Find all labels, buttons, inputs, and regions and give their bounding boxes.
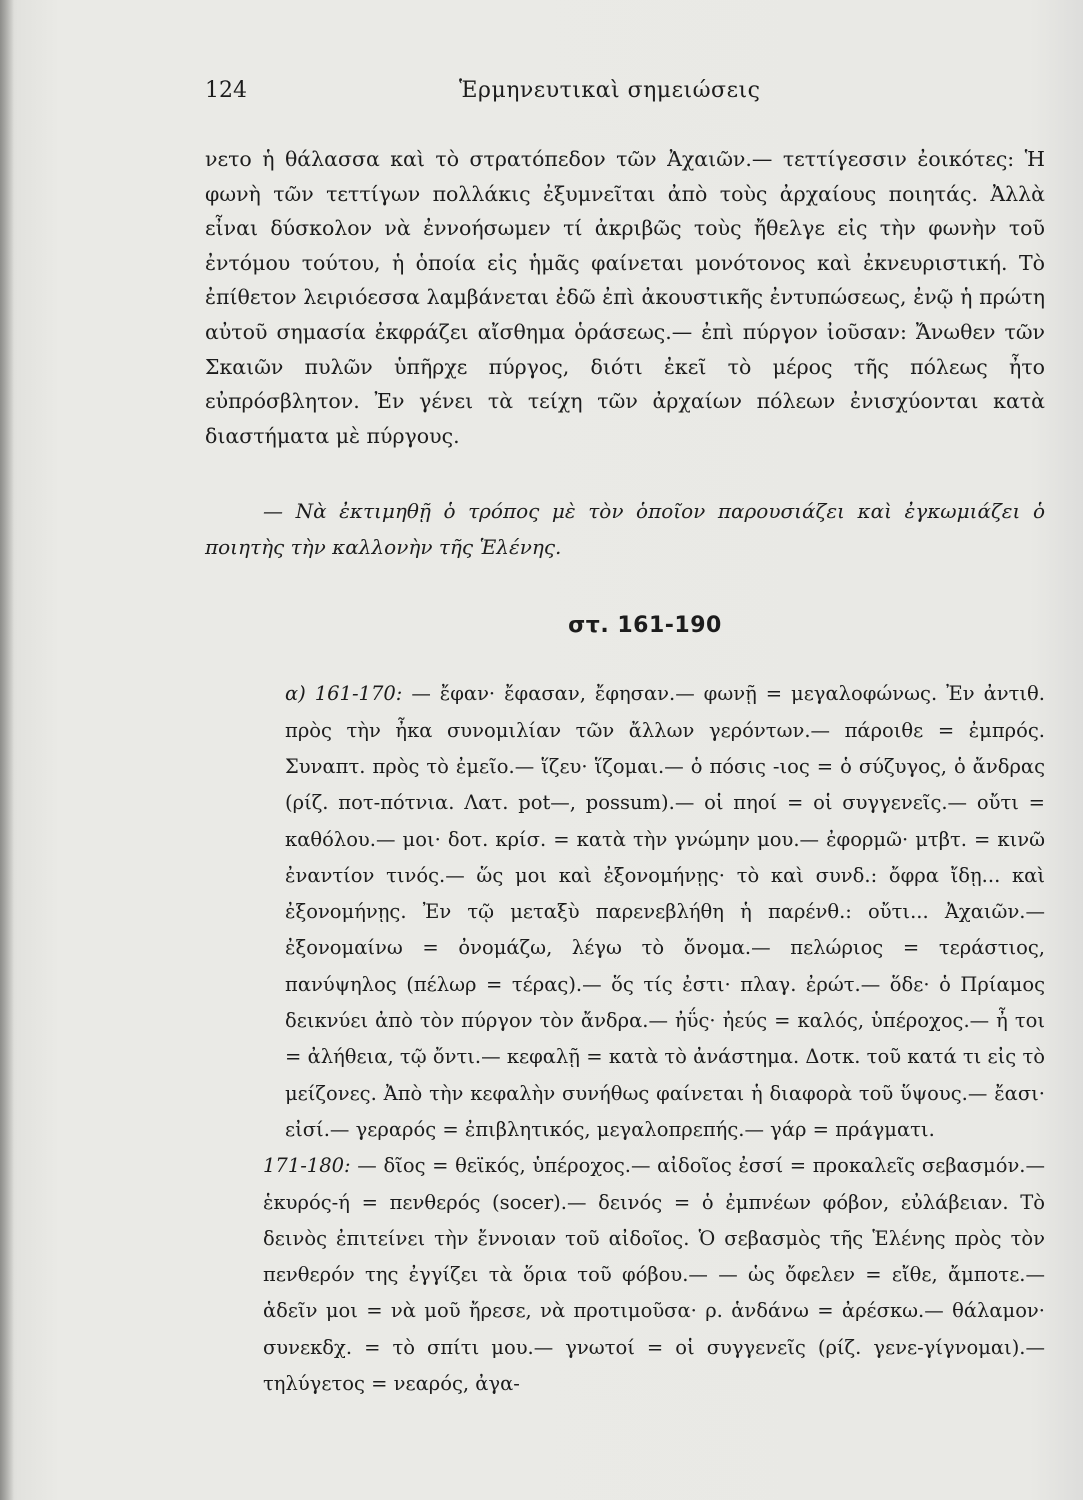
- notes-block-a: [205, 676, 1045, 1148]
- running-header: [205, 78, 1045, 108]
- notes-a-text: — ἔφαν· ἔφασαν, ἔφησαν.— φωνῇ = μεγαλοφώνως. Ἐν ἀντιθ. πρὸς τὴν ἦκα συνομιλίαν τῶν ἄλλων γερόντων.— πάροιθε = ἐμπρός. Συναπτ. πρὸς τὸ ἐμεῖο.— ἵζευ· ἵζομαι.— ὁ πόσις -ιος = ὁ σύζυγος, ὁ ἄνδρας (ρίζ. ποτ-πότνια. Λατ. pot—, possum).— οἱ πηοί = οἱ συγγενεῖς.— οὔτι = καθόλου.— μοι· δοτ. κρίσ. = κατὰ τὴν γνώμην μου.— ἐφορμῶ· μτβτ. = κινῶ ἐναντίον τινός.— ὥς μοι καὶ ἐξονομήνῃς· τὸ καὶ συνδ.: ὄφρα ἴδῃ... καὶ ἐξονομήνῃς. Ἐν τῷ μεταξὺ παρενεβλήθη ἡ παρένθ.: οὔτι... Ἀχαιῶν.— ἐξονομαίνω = ὀνομάζω, λέγω τὸ ὄνομα.— πελώριος = τεράστιος, πανύψηλος (πέλωρ = τέρας).— ὅς τίς ἐστι· πλαγ. ἐρώτ.— ὅδε· ὁ Πρίαμος δεικνύει ἀπὸ τὸν πύργον τὸν ἄνδρα.— ἠΰς· ἠεύς = καλός, ὑπέροχος.— ἦ τοι = ἀλήθεια, τῷ ὄντι.— κεφαλῇ = κατὰ τὸ ἀνάστημα. Δοτκ. τοῦ κατά τι εἰς τὸ μείζονες. Ἀπὸ τὴν κεφαλὴν συνήθως φαίνεται ἡ διαφορὰ τοῦ ὕψους.— ἔασι· εἰσί.— γεραρός = ἐπιβλητικός, μεγαλοπρεπής.— γάρ = πράγματι.: [285, 682, 1045, 1141]
- commentary-paragraph: νετο ἡ θάλασσα καὶ τὸ στρατόπεδον τῶν Ἀχαιῶν.— τεττίγεσσιν ἐοικότες: Ἡ φωνὴ τῶν τεττίγων πολλάκις ἐξυμνεῖται ἀπὸ τοὺς ἀρχαίους ποιητάς. Ἀλλὰ εἶναι δύσκολον νὰ ἐννοήσωμεν τί ἀκριβῶς τοὺς ἤθελγε εἰς τὴν φωνὴν τοῦ ἐντόμου τούτου, ἡ ὁποία εἰς ἡμᾶς φαίνεται μονότονος καὶ ἐκνευριστική. Τὸ ἐπίθετον λειριόεσσα λαμβάνεται ἐδῶ ἐπὶ ἀκουστικῆς ἐντυπώσεως, ἐνῷ ἡ πρώτη αὐτοῦ σημασία ἐκφράζει αἴσθημα ὁράσεως.— ἐπὶ πύργον ἰοῦσαν: Ἄνωθεν τῶν Σκαιῶν πυλῶν ὑπῆρχε πύργος, διότι ἐκεῖ τὸ μέρος τῆς πόλεως ἦτο εὐπρόσβλητον. Ἐν γένει τὰ τείχη τῶν ἀρχαίων πόλεων ἐνισχύονται κατὰ διαστήματα μὲ πύργους.: [205, 147, 1045, 448]
- page-edge-shadow: [0, 0, 14, 1500]
- study-question: — Νὰ ἐκτιμηθῇ ὁ τρόπος μὲ τὸν ὁποῖον παρουσιάζει καὶ ἐγκωμιάζει ὁ ποιητὴς τὴν καλλονὴν τῆς Ἑλένης.: [205, 499, 1045, 560]
- page-body: [205, 142, 1045, 1402]
- section-heading: στ. 161-190: [568, 613, 722, 639]
- notes-a-label: α) 161-170:: [285, 682, 403, 706]
- notes-block-b: [205, 1148, 1045, 1402]
- page-number: 124: [205, 78, 247, 103]
- notes-b-text: — δῖος = θεϊκός, ὑπέροχος.— αἰδοῖος ἐσσί = προκαλεῖς σεβασμόν.— ἑκυρός-ή = πενθερός (socer).— δεινός = ὁ ἐμπνέων φόβον, εὐλάβειαν. Τὸ δεινὸς ἐπιτείνει τὴν ἔννοιαν τοῦ αἰδοῖος. Ὁ σεβασμὸς τῆς Ἑλένης πρὸς τὸν πενθερόν της ἐγγίζει τὰ ὅρια τοῦ φόβου.— — ὡς ὄφελεν = εἴθε, ἄμποτε.— ἁδεῖν μοι = νὰ μοῦ ἤρεσε, νὰ προτιμοῦσα· ρ. ἁνδάνω = ἀρέσκω.— θάλαμον· συνεκδχ. = τὸ σπίτι μου.— γνωτοί = οἱ συγγενεῖς (ρίζ. γενε-γίγνομαι).— τηλύγετος = νεαρός, ἀγα-: [263, 1154, 1045, 1395]
- notes-b-label: 171-180:: [263, 1154, 351, 1178]
- running-title: Ἑρμηνευτικαὶ σημειώσεις: [459, 78, 761, 103]
